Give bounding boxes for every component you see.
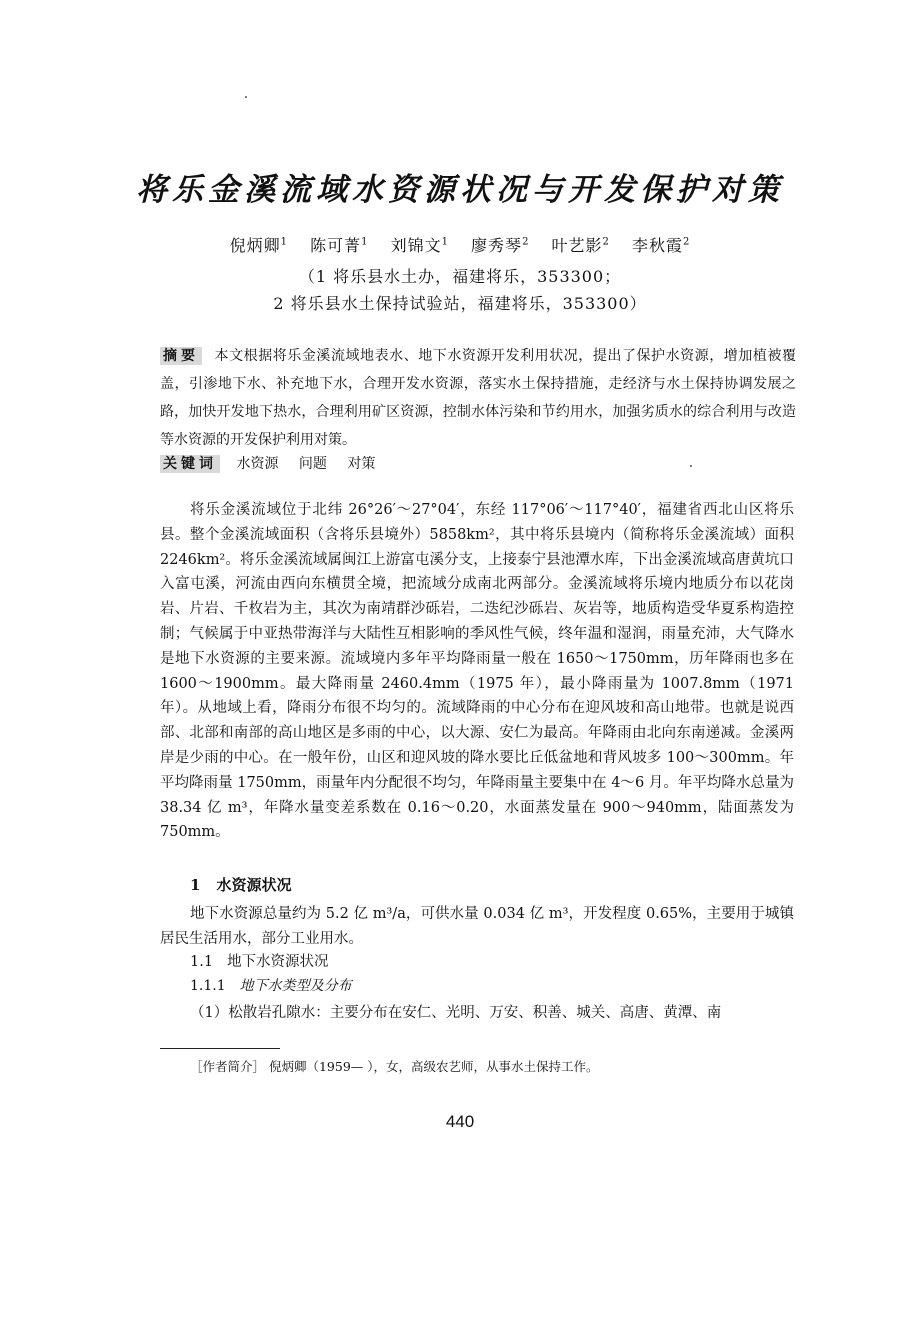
author: 倪炳卿$^1$ [229,236,288,255]
section-heading-1-1-1 [190,975,352,995]
affiliation-1: （1 将乐县水土办，福建将乐，353300； [298,267,622,286]
affiliation-2: 2 将乐县水土保持试验站，福建将乐，353300） [273,294,647,313]
section-heading-1-1 [190,950,329,971]
author: 刘锦文$^1$ [390,236,449,255]
intro-section [160,498,794,845]
author: 廖秀琴$^2$ [471,236,530,255]
section-1-paragraph: 地下水资源总量约为 5.2 亿 m³/a，可供水量 0.034 亿 m³，开发程度 0.65%，主要用于城镇居民生活用水，部分工业用水。 [160,906,794,947]
paper-title: 将乐金溪流域水资源状况与开发保护对策 [136,172,784,208]
keyword: 问题 [298,456,327,472]
author: 叶艺影$^2$ [551,236,610,255]
keyword: 对策 [347,456,376,472]
keywords-label: 关键词 [160,455,220,473]
abstract [160,342,796,454]
section-heading-1 [190,874,291,895]
author: 李秋霞$^2$ [632,236,691,255]
keyword: 水资源 [236,456,279,472]
author-list [0,233,920,256]
section-number: 1.1.1 [190,978,226,994]
section-title: 水资源状况 [216,876,292,894]
scan-speck [690,465,692,467]
abstract-text: 本文根据将乐金溪流域地表水、地下水资源开发利用状况，提出了保护水资源，增加植被覆盖，引渗地下水、补充地下水，合理开发水资源，落实水土保持措施，走经济与水土保持协调发展之路，加快开发地下热水，合理利用矿区资源，控制水体污染和节约用水，加强劣质水的综合利用与改造等水资源的开发保护利用对策。 [160,348,796,448]
section-number: 1.1 [190,954,214,970]
section-number: 1 [190,876,201,894]
list-item-1: （1）松散岩孔隙水：主要分布在安仁、光明、万安、积善、城关、高唐、黄潭、南 [190,1005,722,1021]
author: 陈可菁$^1$ [310,236,369,255]
section-title: 地下水资源状况 [227,954,329,970]
footnote-rule [160,1048,280,1049]
section-title: 地下水类型及分布 [239,978,352,994]
scan-speck [245,96,247,98]
page-number: 440 [445,1112,475,1131]
author-footnote: ［作者简介］ 倪炳卿（1959— ），女，高级农艺师，从事水土保持工作。 [190,1059,599,1074]
intro-paragraph: 将乐金溪流域位于北纬 26°26′～27°04′，东经 117°06′～117°40′，福建省西北山区将乐县。整个金溪流域面积（含将乐县境外）5858km²，其中将乐县境内（简称将乐金溪流域）面积 2246km²。将乐金溪流域属闽江上游富屯溪分支，上接泰宁县池潭水库，下出金溪流域高唐黄坑口入富屯溪，河流由西向东横贯全境，把流域分成南北两部分。金溪流域将乐境内地质分布以花岗岩、片岩、千枚岩为主，其次为南靖群沙砾岩，二迭纪沙砾岩、灰岩等，地质构造受华夏系构造控制；气候属于中亚热带海洋与大陆性互相影响的季风性气候，终年温和湿润，雨量充沛，大气降水是地下水资源的主要来源。流域境内多年平均降雨量一般在 1650～1750mm，历年降雨也多在 1600～1900mm。最大降雨量 2460.4mm（1975 年），最小降雨量为 1007.8mm（1971 年）。从地域上看，降雨分布很不均匀的。流域降雨的中心分布在迎风坡和高山地带。也就是说西部、北部和南部的高山地区是多雨的中心，以大源、安仁为最高。年降雨由北向东南递减。金溪两岸是少雨的中心。在一般年份，山区和迎风坡的降水要比丘低盆地和背风坡多 100～300mm。年平均降雨量 1750mm，雨量年内分配很不均匀，年降雨量主要集中在 4～6 月。年平均降水总量为 38.34 亿 m³，年降水量变差系数在 0.16～0.20，水面蒸发量在 900～940mm，陆面蒸发为 750mm。 [160,502,794,841]
abstract-label: 摘要 [160,347,202,365]
keywords [160,452,391,476]
